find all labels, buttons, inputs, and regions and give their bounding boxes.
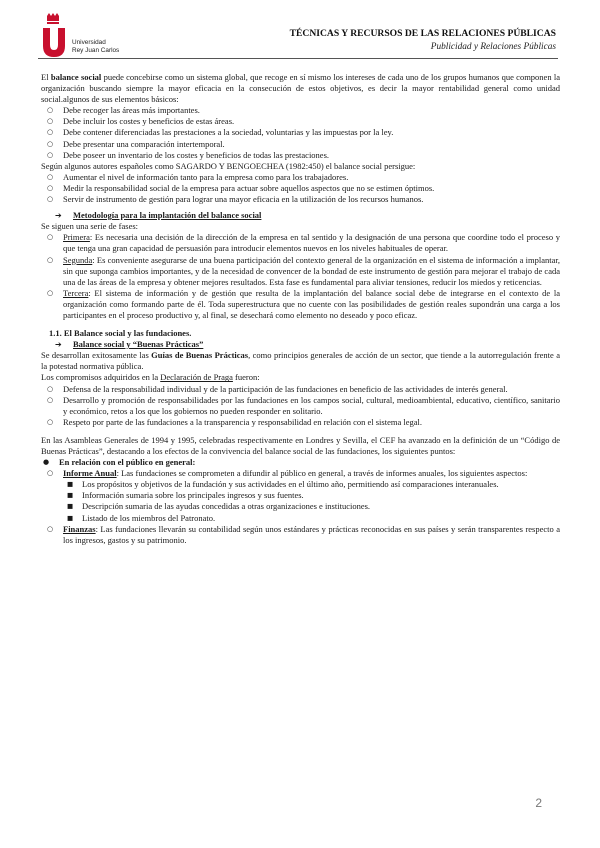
- section-title: 1.1. El Balance social y las fundaciones.: [49, 328, 192, 339]
- phase-item: ○ Segunda: Es conveniente asegurarse de una buena participación del contexto general de la organización en el sistema de información a implantar, sin que suponga cambios importantes, y de la necesidad de convencer de la bondad de este instrumento de gestión para mejorar el trabajo de cada una de las áreas de la empresa y obtener mejores resultados. Esta fase es fundamental para aliviar tensiones, reducir los miedos y reticencias.: [47, 254, 560, 287]
- header-subtitle: Publicidad y Relaciones Públicas: [430, 42, 556, 52]
- list-item: ○ Debe recoger las áreas más importantes.: [47, 105, 200, 116]
- square-bullet-icon: ■: [67, 491, 74, 500]
- prague-declaration-link: Declaración de Praga: [160, 372, 233, 383]
- header-title: TÉCNICAS Y RECURSOS DE LAS RELACIONES PÚBLICAS: [289, 28, 556, 39]
- circle-bullet-icon: ○: [47, 233, 54, 242]
- circle-bullet-icon: ○: [47, 183, 54, 192]
- circle-bullet-icon: ○: [47, 139, 54, 148]
- public-heading: ● En relación con el público en general:: [43, 457, 196, 468]
- university-logo: [38, 12, 138, 62]
- circle-bullet-icon: ○: [47, 172, 54, 181]
- list-item: ■ Información sumaria sobre los principales ingresos y sus fuentes.: [67, 490, 304, 501]
- page-number: 2: [535, 796, 542, 810]
- list-item: ○ Aumentar el nivel de información tanto para la empresa como para los trabajadores.: [47, 171, 349, 182]
- list-item: ○ Debe contener diferenciadas las prestaciones a la sociedad, voluntarias y las impuestas por la ley.: [47, 127, 394, 138]
- annual-report-item: ○ Informe Anual: Las fundaciones se comprometen a difundir al público en general, a través de informes anuales, los siguientes aspectos:: [47, 468, 528, 479]
- circle-bullet-icon: ○: [47, 395, 54, 404]
- logo-line-1: Universidad: [72, 39, 106, 46]
- aims-list: [41, 172, 560, 205]
- arrow-right-icon: ➔: [55, 211, 62, 221]
- list-item: ○ Servir de instrumento de gestión para lograr una mayor eficacia en la utilización de los recursos humanos.: [47, 194, 424, 205]
- header-divider: [38, 58, 558, 59]
- phases-list: [41, 232, 560, 321]
- list-item: ○ Medir la responsabilidad social de la empresa para actuar sobre aquellos aspectos que no se estimen óptimos.: [47, 182, 435, 193]
- circle-bullet-icon: ○: [47, 524, 54, 533]
- crown-u-icon: [38, 12, 72, 60]
- good-practices-heading: ➔ Balance social y “Buenas Prácticas”: [55, 339, 204, 350]
- arrow-right-icon: ➔: [55, 340, 62, 350]
- authors-paragraph: Según algunos autores españoles como SAGARDO Y BENGOECHEA (1982:450) el balance social persigue:: [41, 160, 416, 171]
- circle-bullet-icon: ○: [47, 255, 54, 264]
- assemblies-paragraph: En las Asambleas Generales de 1994 y 1995, celebradas respectivamente en Londres y Sevilla, el CEF ha avanzado en la definición de un “Código de Buenas Prácticas”, destacando a los efectos de la convivencia del balance social de las fundaciones, los siguientes puntos:: [41, 434, 560, 456]
- list-item: ○ Desarrollo y promoción de responsabilidades por las fundaciones en los campos social, cultural, medioambiental, educativo, científico, sanitario y económico, retos a los que los gobiernos no pueden responder en solitario.: [47, 394, 560, 416]
- square-bullet-icon: ■: [67, 480, 74, 489]
- phase-item: ○ Tercera: El sistema de información y de gestión que resulta de la implantación del balance social debe de integrarse en el contexto de la organización como formando parte de él. Toda superestructura que no cuente con las posibilidades de gestión reales supondrán una carga a los participantes en el proceso productivo y, al final, se desechará como elemento no deseado y poco eficaz.: [47, 287, 560, 320]
- phases-intro: Se siguen una serie de fases:: [41, 221, 139, 232]
- filled-bullet-icon: ●: [43, 458, 50, 467]
- list-item: ■ Los propósitos y objetivos de la fundación y sus actividades en el último año, permitiendo así comparaciones interanuales.: [67, 479, 499, 490]
- circle-bullet-icon: ○: [47, 288, 54, 297]
- list-item: ■ Listado de los miembros del Patronato.: [67, 512, 216, 523]
- circle-bullet-icon: ○: [47, 106, 54, 115]
- circle-bullet-icon: ○: [47, 195, 54, 204]
- phase-item: ○ Primera: Es necesaria una decisión de la dirección de la empresa en tal sentido y la designación de una persona que coordine todo el proceso y que tenga una gran capacidad de persuasión para introducir elementos nuevos en los niveles habituales de operar.: [47, 232, 560, 254]
- circle-bullet-icon: ○: [47, 150, 54, 159]
- report-items-list: [41, 479, 560, 523]
- list-item: ○ Debe poseer un inventario de los costes y beneficios de todas las prestaciones.: [47, 149, 330, 160]
- list-item: ■ Descripción sumaria de las ayudas concedidas a otras organizaciones e instituciones.: [67, 501, 371, 512]
- list-item: ○ Respeto por parte de las fundaciones a la transparencia y responsabilidad en relación con el sistema legal.: [47, 416, 422, 427]
- list-item: ○ Debe incluir los costes y beneficios de estas áreas.: [47, 116, 235, 127]
- list-item: ○ Defensa de la responsabilidad individual y de la participación de las fundaciones en beneficio de las actividades de interés general.: [47, 383, 508, 394]
- commitments-list: [41, 384, 560, 428]
- circle-bullet-icon: ○: [47, 384, 54, 393]
- method-heading: ➔ Metodología para la implantación del balance social: [55, 210, 262, 221]
- elements-list: [41, 105, 560, 160]
- prague-paragraph: Los compromisos adquiridos en la Declaración de Praga fueron:: [41, 372, 260, 383]
- square-bullet-icon: ■: [67, 502, 74, 511]
- square-bullet-icon: ■: [67, 513, 74, 522]
- logo-line-2: Rey Juan Carlos: [72, 46, 120, 54]
- good-practices-paragraph: Se desarrollan exitosamente las Guías de Buenas Prácticas, como principios generales de acción de un sector, que tiende a la autorregulación frente a la potestad normativa pública.: [41, 350, 560, 372]
- circle-bullet-icon: ○: [47, 417, 54, 426]
- circle-bullet-icon: ○: [47, 469, 54, 478]
- finances-item: ○ Finanzas: Las fundaciones llevarán su contabilidad según unos estándares y prácticas reconocidas en sus países y serán transparentes respecto a los ingresos, gastos y su patrimonio.: [47, 523, 560, 545]
- intro-paragraph: El balance social puede concebirse como un sistema global, que recoge en sí mismo los intereses de cada uno de los grupos humanos que componen la organización buscando siempre la mayor eficacia en la consecución de estos objetivos, es decir la mayor rentabilidad general como unidad social.algunos de sus elementos básicos:: [41, 72, 560, 105]
- balance-social-term: balance social: [50, 72, 102, 82]
- circle-bullet-icon: ○: [47, 117, 54, 126]
- list-item: ○ Debe presentar una comparación intertemporal.: [47, 138, 225, 149]
- university-name: [72, 39, 119, 54]
- circle-bullet-icon: ○: [47, 128, 54, 137]
- document-body: [41, 72, 560, 546]
